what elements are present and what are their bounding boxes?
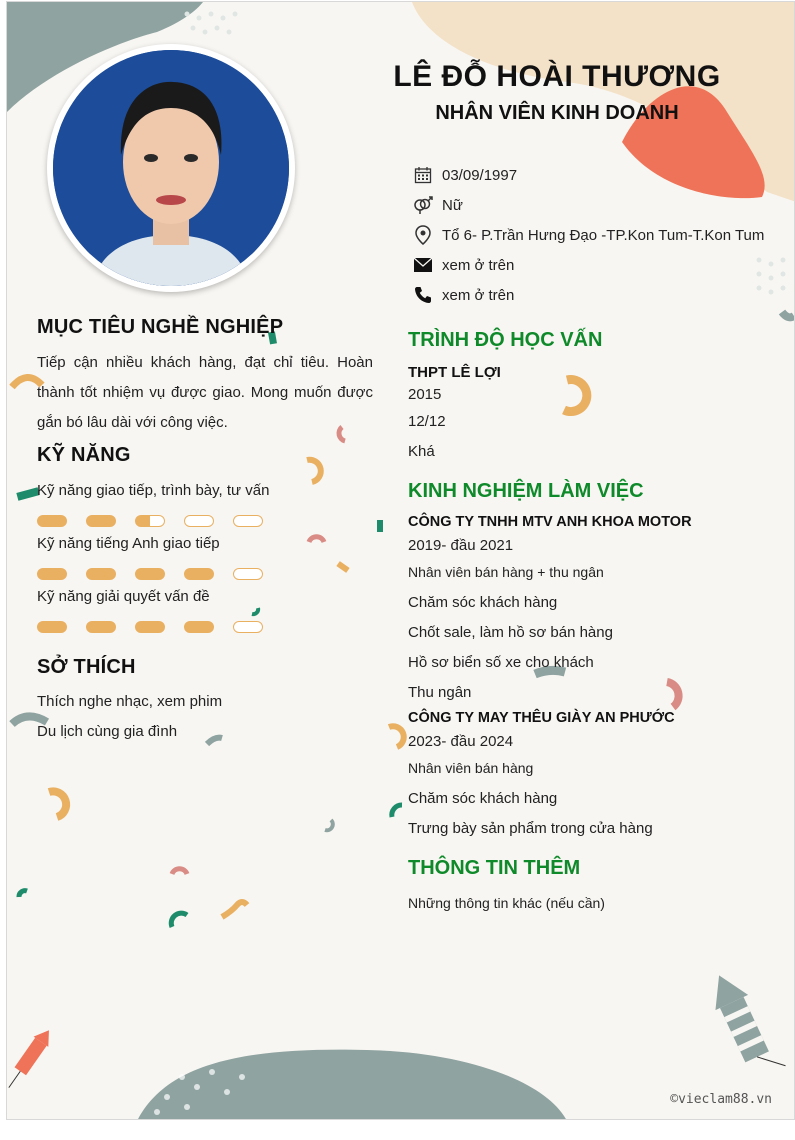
skill-level-pill xyxy=(86,568,116,580)
portrait-image xyxy=(53,50,289,286)
email-value: xem ở trên xyxy=(442,256,515,274)
job-duty: Chốt sale, làm hồ sơ bán hàng xyxy=(408,624,613,641)
job-duty: Chăm sóc khách hàng xyxy=(408,790,558,807)
skill-level-pill xyxy=(233,568,263,580)
contact-email xyxy=(412,250,764,280)
skill-rating xyxy=(37,621,263,633)
skill-level-pill xyxy=(37,621,67,633)
skill-level-pill xyxy=(184,515,214,527)
job-duty: Trưng bày sản phẩm trong cửa hàng xyxy=(408,820,653,837)
skill-level-pill xyxy=(135,515,165,527)
skill-level-pill xyxy=(135,621,165,633)
skill-level-pill xyxy=(37,515,67,527)
hobbies-heading: SỞ THÍCH xyxy=(37,656,136,678)
objective-heading: MỤC TIÊU NGHỀ NGHIỆP xyxy=(37,316,284,338)
location-icon xyxy=(412,224,434,246)
candidate-name: LÊ ĐỖ HOÀI THƯƠNG xyxy=(393,60,721,93)
job-period: 2023- đầu 2024 xyxy=(408,733,514,750)
calendar-icon xyxy=(412,164,434,186)
contact-birthday xyxy=(412,160,764,190)
birthday-value: 03/09/1997 xyxy=(442,166,518,184)
education-rank: Khá xyxy=(408,443,435,460)
job-duty: Chăm sóc khách hàng xyxy=(408,594,558,611)
skills-heading: KỸ NĂNG xyxy=(37,444,131,466)
skill-rating xyxy=(37,568,263,580)
address-value: Tổ 6- P.Trần Hưng Đạo -TP.Kon Tum-T.Kon Tum xyxy=(442,226,765,244)
skill-level-pill xyxy=(184,621,214,633)
contact-address xyxy=(412,220,764,250)
school-name: THPT LÊ LỢI xyxy=(408,364,501,381)
extra-info-text: Những thông tin khác (nếu cần) xyxy=(408,895,605,911)
cv-page xyxy=(6,1,795,1120)
skill-name: Kỹ năng giao tiếp, trình bày, tư vấn xyxy=(37,482,270,499)
phone-icon xyxy=(412,284,434,306)
hobby-item: Du lịch cùng gia đình xyxy=(37,723,178,740)
skill-level-pill xyxy=(135,568,165,580)
experience-heading: KINH NGHIỆM LÀM VIỆC xyxy=(408,480,644,502)
contact-gender xyxy=(412,190,764,220)
skill-level-pill xyxy=(233,621,263,633)
extra-info-heading: THÔNG TIN THÊM xyxy=(408,857,581,879)
profile-photo xyxy=(47,44,295,292)
skill-name: Kỹ năng giải quyết vấn đề xyxy=(37,588,210,605)
envelope-icon xyxy=(412,254,434,276)
job-title: NHÂN VIÊN KINH DOANH xyxy=(435,102,679,124)
skill-name: Kỹ năng tiếng Anh giao tiếp xyxy=(37,535,220,552)
job-duty: Nhân viên bán hàng + thu ngân xyxy=(408,564,604,580)
skill-level-pill xyxy=(37,568,67,580)
job-duty: Hồ sơ biển số xe cho khách xyxy=(408,654,594,671)
job-period: 2019- đầu 2021 xyxy=(408,537,514,554)
contact-info xyxy=(412,160,764,310)
company-name: CÔNG TY MAY THÊU GIÀY AN PHƯỚC xyxy=(408,710,675,726)
graduation-year: 2015 xyxy=(408,386,442,403)
education-grade: 12/12 xyxy=(408,413,446,430)
company-name: CÔNG TY TNHH MTV ANH KHOA MOTOR xyxy=(408,514,692,530)
education-heading: TRÌNH ĐỘ HỌC VẤN xyxy=(408,329,603,351)
skill-level-pill xyxy=(86,621,116,633)
watermark: ©vieclam88.vn xyxy=(670,1092,772,1107)
hobby-item: Thích nghe nhạc, xem phim xyxy=(37,693,223,710)
gender-value: Nữ xyxy=(442,196,463,214)
phone-value: xem ở trên xyxy=(442,286,515,304)
job-duty: Thu ngân xyxy=(408,684,472,701)
contact-phone xyxy=(412,280,764,310)
skill-level-pill xyxy=(184,568,214,580)
skill-rating xyxy=(37,515,263,527)
objective-text: Tiếp cận nhiều khách hàng, đạt chỉ tiêu. Hoàn thành tốt nhiệm vụ được giao. Mong muốn được gắn bó lâu dài với công việc. xyxy=(37,354,373,431)
job-duty: Nhân viên bán hàng xyxy=(408,760,534,776)
skill-level-pill xyxy=(86,515,116,527)
skill-level-pill xyxy=(233,515,263,527)
gender-icon xyxy=(412,194,434,216)
